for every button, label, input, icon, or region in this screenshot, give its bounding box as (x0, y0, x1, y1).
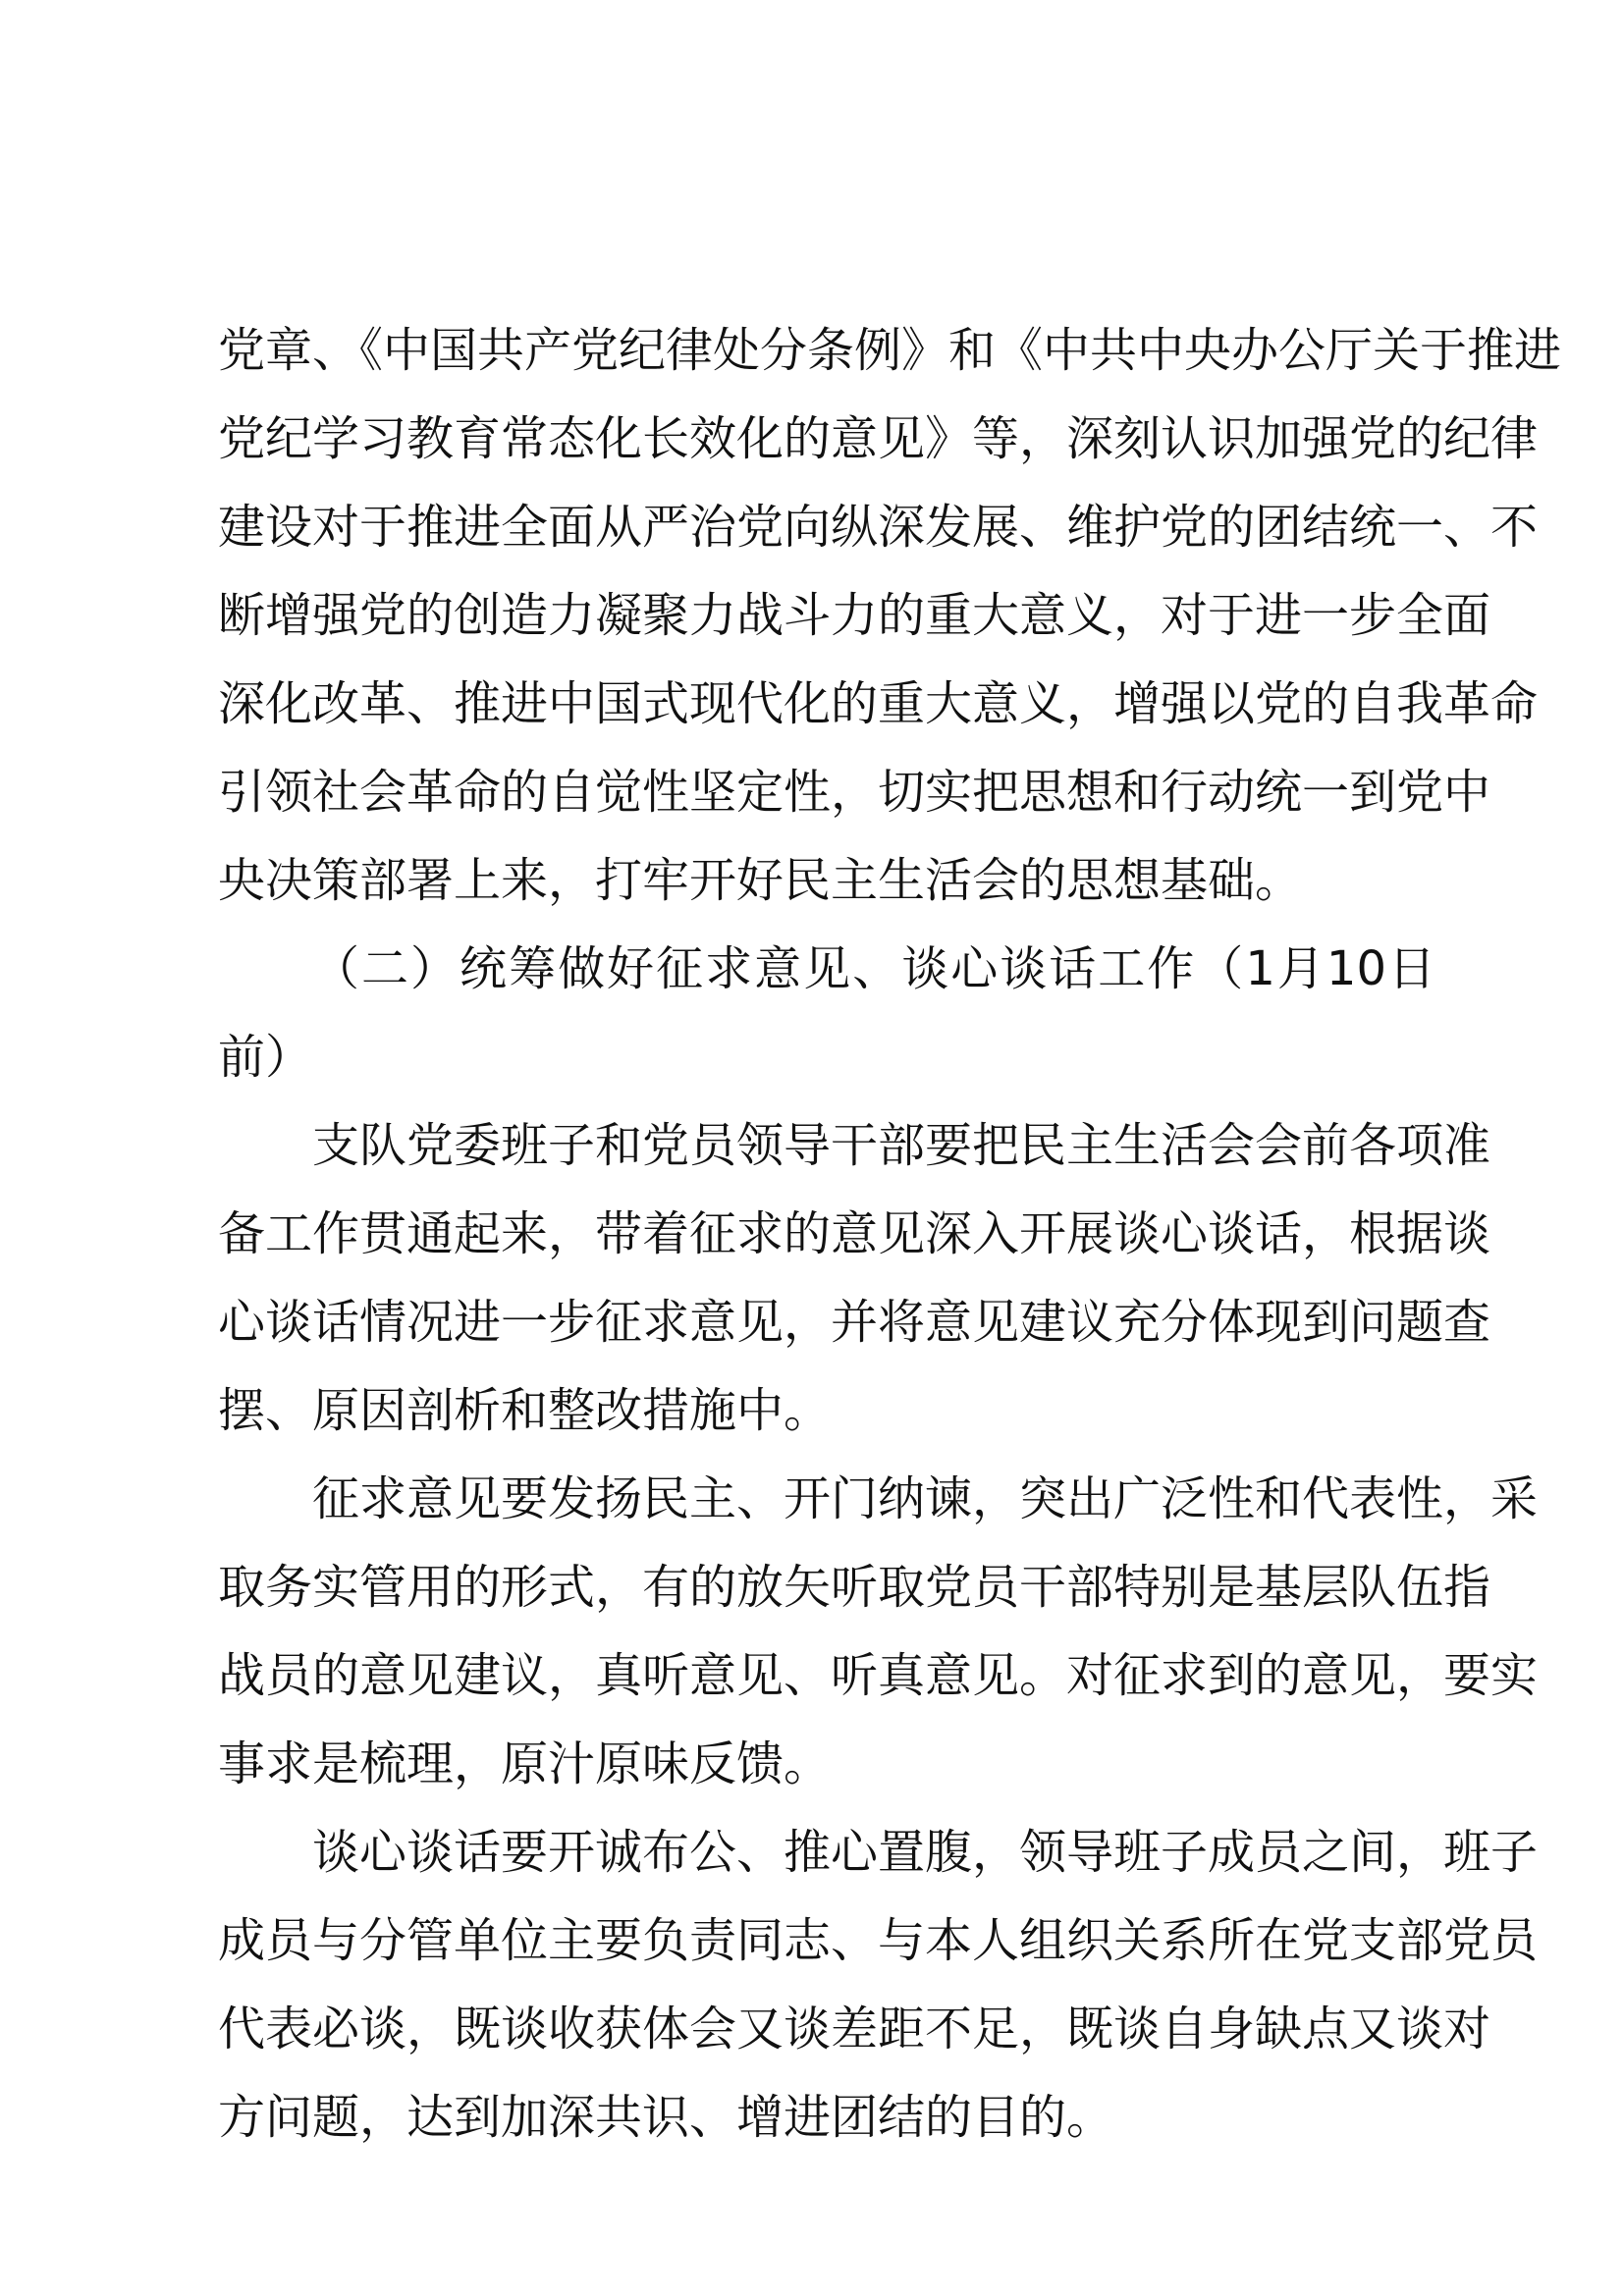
text-line: 征求意见要发扬民主、开门纳谏，突出广泛性和代表性，采 (312, 1471, 1539, 1526)
text-line: 支队党委班子和党员领导干部要把民主生活会会前各项准 (312, 1118, 1491, 1173)
paragraph-heart-to-heart-talks (218, 1808, 1539, 2162)
text-line: 取务实管用的形式，有的放矢听取党员干部特别是基层队伍指 (218, 1560, 1491, 1615)
paragraph-preparation-work (218, 1101, 1491, 1455)
text-line: 方问题，达到加深共识、增进团结的目的。 (218, 2090, 1114, 2145)
text-line: 摆、原因剖析和整改措施中。 (218, 1383, 832, 1438)
text-line: 断增强党的创造力凝聚力战斗力的重大意义，对于进一步全面 (218, 588, 1491, 643)
document-body (218, 306, 1562, 2162)
text-line: 事求是梳理，原汁原味反馈。 (218, 1736, 832, 1791)
text-line: 谈心谈话要开诚布公、推心置腹，领导班子成员之间，班子 (312, 1825, 1539, 1880)
text-line: 央决策部署上来，打牢开好民主生活会的思想基础。 (218, 853, 1303, 908)
text-line: 备工作贯通起来，带着征求的意见深入开展谈心谈话，根据谈 (218, 1206, 1491, 1261)
text-line: 深化改革、推进中国式现代化的重大意义，增强以党的自我革命 (218, 676, 1539, 731)
text-line: 心谈话情况进一步征求意见，并将意见建议充分体现到问题查 (218, 1295, 1491, 1350)
text-line: 引领社会革命的自觉性坚定性，切实把思想和行动统一到党中 (218, 765, 1491, 820)
text-line: 战员的意见建议，真听意见、听真意见。对征求到的意见，要实 (218, 1648, 1539, 1703)
text-line: 代表必谈，既谈收获体会又谈差距不足，既谈自身缺点又谈对 (218, 2002, 1491, 2056)
section-heading: （二）统筹做好征求意见、谈心谈话工作（1月10日前） (218, 941, 1435, 1085)
text-line: 党纪学习教育常态化长效化的意见》等，深刻认识加强党的纪律 (218, 411, 1539, 466)
text-line: 党章、《中国共产党纪律处分条例》和《中共中央办公厅关于推进 (218, 323, 1562, 378)
text-line: 成员与分管单位主要负责同志、与本人组织关系所在党支部党员 (218, 1913, 1539, 1968)
paragraph-soliciting-opinions (218, 1455, 1539, 1808)
text-line: 建设对于推进全面从严治党向纵深发展、维护党的团结统一、不 (218, 500, 1539, 555)
paragraph-party-discipline-study (218, 306, 1562, 925)
